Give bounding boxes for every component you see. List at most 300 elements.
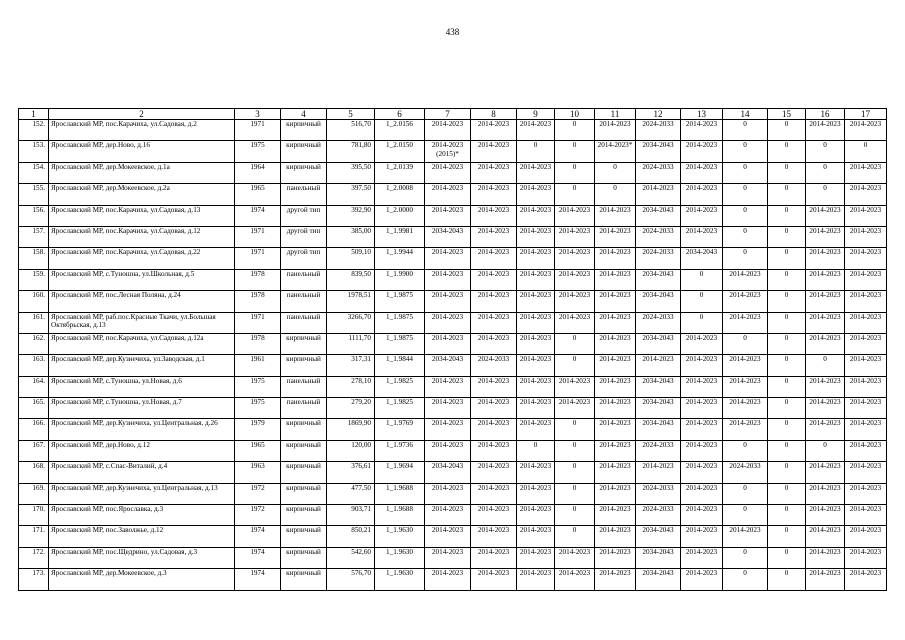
table-cell: 2014-2023 (517, 376, 555, 397)
row-number: 156. (19, 205, 49, 226)
table-cell: 2014-2023 (517, 505, 555, 526)
address-cell: Ярославский МР, пос.Заволжье, д.12 (49, 526, 235, 547)
table-cell: 2014-2023 (425, 184, 471, 205)
table-cell: 1974 (235, 205, 281, 226)
table-cell: 1971 (235, 248, 281, 269)
table-cell: 0 (806, 141, 845, 162)
table-cell: 1_1.9875 (375, 312, 425, 333)
column-header-14: 14 (723, 109, 768, 120)
table-cell: 2014-2023 (681, 333, 723, 354)
table-cell: 0 (555, 162, 595, 183)
table-cell: 2014-2023 (425, 483, 471, 504)
table-cell: 2014-2023 (681, 376, 723, 397)
table-cell: 2014-2023 (595, 440, 636, 461)
table-cell: 2014-2023 (595, 355, 636, 376)
table-cell: 2014-2023 (595, 269, 636, 290)
table-cell: 2014-2023 (806, 312, 845, 333)
table-cell: 2034-2043 (425, 226, 471, 247)
table-cell: 2014-2023 (806, 547, 845, 568)
table-cell: 385,00 (327, 226, 375, 247)
table-cell: 2014-2023 (681, 162, 723, 183)
column-header-1: 1 (19, 109, 49, 120)
table-cell: 1972 (235, 505, 281, 526)
row-number: 157. (19, 226, 49, 247)
table-cell: 1961 (235, 355, 281, 376)
table-row (19, 398, 887, 419)
table-cell: 839,50 (327, 269, 375, 290)
table-cell: 2014-2023 (425, 312, 471, 333)
table-cell: 2014-2023 (723, 269, 768, 290)
column-header-3: 3 (235, 109, 281, 120)
table-cell: 0 (723, 141, 768, 162)
table-cell: 1_1.9694 (375, 462, 425, 483)
table-cell: 2014-2023 (845, 184, 887, 205)
table-cell: 0 (681, 269, 723, 290)
table-cell: панельный (281, 291, 327, 312)
table-cell: 2014-2023 (845, 483, 887, 504)
table-cell: 1_1.9844 (375, 355, 425, 376)
column-header-11: 11 (595, 109, 636, 120)
table-row (19, 248, 887, 269)
table-cell: 2014-2023 (471, 291, 517, 312)
table-cell: 0 (555, 355, 595, 376)
table-cell: 2024-2033 (636, 312, 681, 333)
table-cell: 2034-2043 (636, 398, 681, 419)
table-cell: 2014-2023 (845, 333, 887, 354)
table-row (19, 526, 887, 547)
table-row (19, 569, 887, 591)
table-cell: 376,61 (327, 462, 375, 483)
column-header-16: 16 (806, 109, 845, 120)
table-cell: 516,70 (327, 120, 375, 141)
table-cell: 2014-2023 (681, 505, 723, 526)
row-number: 154. (19, 162, 49, 183)
address-cell: Ярославский МР, с.Туношна, ул.Новая, д.6 (49, 376, 235, 397)
table-cell: 1_1.9688 (375, 505, 425, 526)
table-cell: 0 (723, 483, 768, 504)
table-cell: 0 (768, 248, 806, 269)
table-cell: 1963 (235, 462, 281, 483)
table-cell: другой тип (281, 248, 327, 269)
table-cell: 2014-2023 (555, 248, 595, 269)
table-cell: 0 (517, 141, 555, 162)
table-cell: 278,10 (327, 376, 375, 397)
column-header-9: 9 (517, 109, 555, 120)
table-row (19, 483, 887, 504)
table-cell: панельный (281, 312, 327, 333)
column-header-10: 10 (555, 109, 595, 120)
table-cell: 0 (723, 547, 768, 568)
table-cell: 2014-2023 (845, 120, 887, 141)
header-row (19, 109, 887, 120)
table-cell: 2014-2023 (517, 291, 555, 312)
table-cell: 2014-2023 (723, 291, 768, 312)
address-cell: Ярославский МР, дер.Ново, д.12 (49, 440, 235, 461)
table-cell: 1978 (235, 291, 281, 312)
table-cell: 0 (723, 248, 768, 269)
table-cell: 2014-2023 (806, 205, 845, 226)
table-cell: 2014-2023* (595, 141, 636, 162)
table-cell: 2014-2023 (681, 205, 723, 226)
row-number: 162. (19, 333, 49, 354)
table-row (19, 312, 887, 333)
table-cell: 2014-2023 (723, 526, 768, 547)
table-cell: 1_2.0139 (375, 162, 425, 183)
row-number: 155. (19, 184, 49, 205)
table-cell: 1974 (235, 569, 281, 591)
table-cell: 2014-2023 (425, 419, 471, 440)
table-cell: 2014-2023 (806, 376, 845, 397)
table-cell: 2014-2023 (517, 333, 555, 354)
table-cell: 2014-2023 (555, 226, 595, 247)
row-number: 171. (19, 526, 49, 547)
table-row (19, 269, 887, 290)
table-cell: 0 (768, 398, 806, 419)
register-table (18, 108, 887, 591)
table-cell: 2014-2023 (636, 462, 681, 483)
row-number: 166. (19, 419, 49, 440)
table-cell: 2014-2023 (425, 333, 471, 354)
table-cell: 0 (723, 569, 768, 591)
table-cell: 2014-2023 (806, 333, 845, 354)
table-cell: 1978 (235, 269, 281, 290)
table-cell: 0 (595, 184, 636, 205)
table-cell: 2014-2023 (471, 120, 517, 141)
table-cell: 0 (723, 184, 768, 205)
table-cell: 1974 (235, 547, 281, 568)
address-cell: Ярославский МР, пос.Карачиха, ул.Садовая, д.13 (49, 205, 235, 226)
table-cell: 1111,70 (327, 333, 375, 354)
table-cell: 1_1.9900 (375, 269, 425, 290)
table-cell: 2034-2043 (425, 355, 471, 376)
table-cell: 2014-2023 (723, 312, 768, 333)
table-cell: кирпичный (281, 120, 327, 141)
table-cell: 1978,51 (327, 291, 375, 312)
table-cell: 395,50 (327, 162, 375, 183)
table-cell: 2014-2023 (517, 355, 555, 376)
table-cell: 2014-2023 (636, 184, 681, 205)
table-cell: 2014-2023 (517, 419, 555, 440)
table-cell: 2014-2023 (681, 184, 723, 205)
table-cell: кирпичный (281, 483, 327, 504)
table-row (19, 355, 887, 376)
table-cell: 1972 (235, 483, 281, 504)
table-cell: 0 (555, 462, 595, 483)
table-cell: 0 (555, 333, 595, 354)
address-cell: Ярославский МР, дер.Мокеевское, д.1а (49, 162, 235, 183)
table-cell: 2014-2023 (425, 440, 471, 461)
table-cell: 2024-2033 (636, 162, 681, 183)
table-cell: 2014-2023 (806, 569, 845, 591)
table-cell: панельный (281, 398, 327, 419)
table-cell: 2014-2023 (471, 526, 517, 547)
table-cell: 2014-2023 (681, 120, 723, 141)
table-cell: 2014-2023 (681, 462, 723, 483)
table-cell: 2014-2023 (681, 355, 723, 376)
table-row (19, 440, 887, 461)
table-cell: 0 (768, 141, 806, 162)
table-cell: 2024-2033 (636, 226, 681, 247)
table-cell: 1965 (235, 184, 281, 205)
table-cell: 0 (768, 526, 806, 547)
table-cell: 279,20 (327, 398, 375, 419)
table-cell: 2014-2023 (845, 526, 887, 547)
table-cell: 3266,70 (327, 312, 375, 333)
table-cell: кирпичный (281, 141, 327, 162)
table-cell: 0 (723, 333, 768, 354)
table-cell: 2014-2023 (723, 355, 768, 376)
table-cell: 0 (555, 419, 595, 440)
table-cell: кирпичный (281, 333, 327, 354)
table-cell: 2014-2023 (517, 483, 555, 504)
column-header-6: 6 (375, 109, 425, 120)
table-cell: 0 (806, 162, 845, 183)
table-cell: 1_1.9630 (375, 547, 425, 568)
table-cell: 2014-2023 (723, 376, 768, 397)
table-cell: 0 (723, 226, 768, 247)
table-cell: 2014-2023 (806, 398, 845, 419)
row-number: 160. (19, 291, 49, 312)
table-cell: 0 (768, 333, 806, 354)
table-cell: 2014-2023 (595, 312, 636, 333)
table-cell: 2014-2023 (555, 376, 595, 397)
table-cell: 1978 (235, 333, 281, 354)
table-cell: 2014-2023 (681, 547, 723, 568)
table-cell: панельный (281, 269, 327, 290)
table-row (19, 333, 887, 354)
table-row (19, 419, 887, 440)
table-cell: 2014-2023 (425, 376, 471, 397)
table-cell: 1979 (235, 419, 281, 440)
table-cell: 2024-2033 (636, 440, 681, 461)
table-cell: 2014-2023 (595, 569, 636, 591)
row-number: 173. (19, 569, 49, 591)
table-cell: 2014-2023 (845, 205, 887, 226)
table-cell: 2014-2023 (595, 483, 636, 504)
table-cell: 2014-2023 (595, 120, 636, 141)
table-cell: 2014-2023 (845, 419, 887, 440)
table-cell: 2014-2023 (471, 440, 517, 461)
table-cell: 0 (768, 184, 806, 205)
table-cell: 2014-2023 (425, 398, 471, 419)
table-cell: 2014-2023 (595, 419, 636, 440)
table-cell: 0 (723, 120, 768, 141)
table-cell: 2014-2023 (425, 269, 471, 290)
row-number: 161. (19, 312, 49, 333)
table-cell: 2014-2023 (471, 547, 517, 568)
table-cell: 0 (768, 440, 806, 461)
table-cell: 2014-2023 (517, 312, 555, 333)
table-cell: 120,00 (327, 440, 375, 461)
table-cell: 0 (768, 291, 806, 312)
table-cell: 2014-2023 (681, 398, 723, 419)
table-row (19, 141, 887, 162)
table-cell: 2014-2023 (806, 248, 845, 269)
table-cell: 2014-2023 (681, 483, 723, 504)
table-cell: 2014-2023 (471, 269, 517, 290)
address-cell: Ярославский МР, пос.Лесная Поляна, д.24 (49, 291, 235, 312)
table-cell: 2014-2023 (471, 226, 517, 247)
table-cell: 509,10 (327, 248, 375, 269)
table-cell: 1974 (235, 526, 281, 547)
table-row (19, 376, 887, 397)
table-cell: 2014-2023 (425, 569, 471, 591)
table-cell: 392,90 (327, 205, 375, 226)
table-cell: 2014-2023 (806, 483, 845, 504)
row-number: 152. (19, 120, 49, 141)
table-cell: 2014-2023 (517, 205, 555, 226)
table-cell: 2014-2023 (723, 419, 768, 440)
table-cell: 2014-2023 (681, 419, 723, 440)
column-header-8: 8 (471, 109, 517, 120)
table-cell: 2014-2023 (471, 419, 517, 440)
table-cell: 1_2.0000 (375, 205, 425, 226)
table-cell: 2024-2033 (636, 248, 681, 269)
table-cell: 2014-2023 (425, 505, 471, 526)
table-cell: 1964 (235, 162, 281, 183)
table-cell: 2014-2023 (425, 205, 471, 226)
table-cell: 2034-2043 (636, 376, 681, 397)
table-cell: 2014-2023 (471, 205, 517, 226)
table-cell: 2014-2023 (595, 376, 636, 397)
table-cell: 903,71 (327, 505, 375, 526)
table-cell: панельный (281, 376, 327, 397)
row-number: 170. (19, 505, 49, 526)
table-cell: 2014-2023 (555, 269, 595, 290)
table-cell: другой тип (281, 205, 327, 226)
table-cell: 2014-2023 (845, 398, 887, 419)
table-cell: 2014-2023 (806, 226, 845, 247)
table-cell: 1975 (235, 141, 281, 162)
table-cell: 1_1.9630 (375, 569, 425, 591)
table-cell: 2014-2023 (595, 248, 636, 269)
table-cell: 2014-2023 (681, 141, 723, 162)
table-cell: 0 (768, 205, 806, 226)
table-cell: 2014-2023 (595, 398, 636, 419)
table-cell: 1_1.9825 (375, 376, 425, 397)
table-cell: 2014-2023 (517, 462, 555, 483)
table-cell: 542,60 (327, 547, 375, 568)
table-row (19, 291, 887, 312)
table-cell: 2014-2023 (806, 505, 845, 526)
table-cell: 2014-2023 (845, 248, 887, 269)
table-cell: 2024-2033 (636, 120, 681, 141)
table-cell: 2014-2023 (845, 269, 887, 290)
table-cell: 1_2.0150 (375, 141, 425, 162)
table-cell: 2014-2023 (806, 526, 845, 547)
table-cell: другой тип (281, 226, 327, 247)
table-cell: 2024-2033 (636, 483, 681, 504)
table-cell: 1975 (235, 398, 281, 419)
table-cell: 1975 (235, 376, 281, 397)
row-number: 168. (19, 462, 49, 483)
table-cell: 2014-2023 (517, 547, 555, 568)
page-number: 438 (445, 27, 460, 37)
table-row (19, 162, 887, 183)
table-cell: 1_1.9875 (375, 333, 425, 354)
table-cell: 2014-2023 (555, 569, 595, 591)
table-cell: 2014-2023 (845, 312, 887, 333)
table-cell: 0 (806, 440, 845, 461)
table-cell: 2014-2023 (471, 312, 517, 333)
table-cell: 2024-2033 (471, 355, 517, 376)
address-cell: Ярославский МР, с.Спас-Виталий, д.4 (49, 462, 235, 483)
table-cell: 1_1.9875 (375, 291, 425, 312)
table-cell: 0 (723, 440, 768, 461)
table-cell: 2034-2043 (636, 269, 681, 290)
table-cell: 2014-2023 (845, 547, 887, 568)
table-cell: 2014-2023 (555, 398, 595, 419)
column-header-4: 4 (281, 109, 327, 120)
table-cell: кирпичный (281, 462, 327, 483)
table-cell: панельный (281, 184, 327, 205)
table-cell: 0 (555, 526, 595, 547)
table-cell: 2014-2023 (2015)* (425, 141, 471, 162)
table-cell: кирпичный (281, 419, 327, 440)
table-cell: 2034-2043 (681, 248, 723, 269)
table-cell: 1_1.9736 (375, 440, 425, 461)
table-cell: 2014-2023 (806, 120, 845, 141)
table-cell: 2014-2023 (845, 291, 887, 312)
table-row (19, 505, 887, 526)
table-cell: 2014-2023 (517, 120, 555, 141)
table-cell: 2014-2023 (636, 355, 681, 376)
table-cell: 781,80 (327, 141, 375, 162)
address-cell: Ярославский МР, с.Туношна, ул.Новая, д.7 (49, 398, 235, 419)
table-cell: 2014-2023 (425, 547, 471, 568)
address-cell: Ярославский МР, пос.Щедрино, ул.Садовая, д.3 (49, 547, 235, 568)
table-cell: 2014-2023 (425, 120, 471, 141)
table-cell: 2014-2023 (517, 398, 555, 419)
table-cell: 477,50 (327, 483, 375, 504)
address-cell: Ярославский МР, пос.Карачиха, ул.Садовая, д.22 (49, 248, 235, 269)
table-cell: 2014-2023 (425, 162, 471, 183)
table-cell: 2034-2043 (636, 569, 681, 591)
table-row (19, 205, 887, 226)
table-row (19, 184, 887, 205)
table-cell: 2014-2023 (471, 376, 517, 397)
address-cell: Ярославский МР, дер.Кузнечиха, ул.Центральная, д.13 (49, 483, 235, 504)
table-cell: 1_1.9688 (375, 483, 425, 504)
table-cell: 2014-2023 (517, 526, 555, 547)
table-cell: 0 (768, 312, 806, 333)
table-cell: 2014-2023 (845, 162, 887, 183)
table-cell: 2014-2023 (555, 291, 595, 312)
table-cell: 2014-2023 (595, 291, 636, 312)
row-number: 169. (19, 483, 49, 504)
address-cell: Ярославский МР, раб.пос.Красные Ткачи, ул.Большая Октябрьская, д.13 (49, 312, 235, 333)
row-number: 153. (19, 141, 49, 162)
table-cell: 2014-2023 (595, 226, 636, 247)
table-cell: 2014-2023 (806, 291, 845, 312)
row-number: 163. (19, 355, 49, 376)
table-cell: 0 (768, 483, 806, 504)
table-row (19, 226, 887, 247)
table-cell: 2014-2023 (595, 547, 636, 568)
column-header-12: 12 (636, 109, 681, 120)
table-cell: 2014-2023 (806, 462, 845, 483)
table-cell: 2014-2023 (595, 205, 636, 226)
row-number: 159. (19, 269, 49, 290)
table-cell: 2014-2023 (471, 398, 517, 419)
table-cell: 2014-2023 (595, 462, 636, 483)
address-cell: Ярославский МР, дер.Мокеевское, д.3 (49, 569, 235, 591)
table-cell: 2014-2023 (806, 419, 845, 440)
table-cell: 2014-2023 (471, 184, 517, 205)
table-cell: 1869,90 (327, 419, 375, 440)
table-cell: 1965 (235, 440, 281, 461)
table-cell: 2014-2023 (471, 162, 517, 183)
